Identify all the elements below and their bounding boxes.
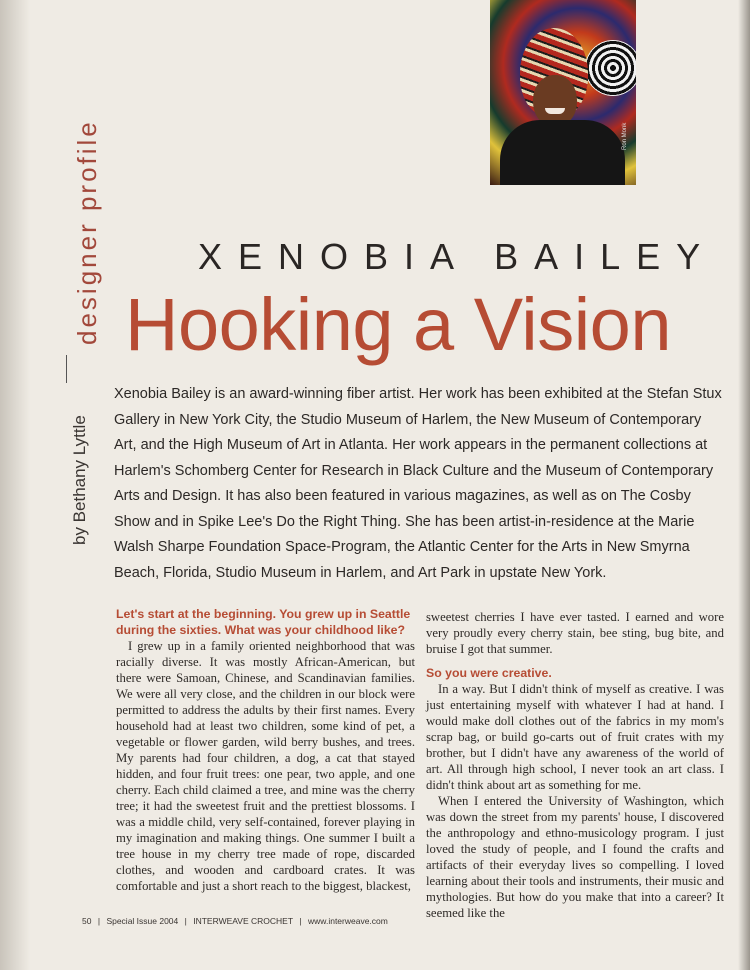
- footer-separator: |: [299, 916, 302, 926]
- byline: by Bethany Lyttle: [70, 415, 89, 545]
- intro-paragraph: Xenobia Bailey is an award-winning fiber artist. Her work has been exhibited at the Stefan Stux Gallery in New York City, the Studio Museum of Harlem, the New Museum of Contemporary Art, and the High Museum of Art in Atlanta. Her work appears in the permanent collections at Harlem's Schomberg Center for Research in Black Culture and the Museum of Contemporary Arts and Design. It has also been featured in various magazines, as well as on The Cosby Show and in Spike Lee's Do the Right Thing. She has been artist-in-residence at the Marie Walsh Sharpe Foundation Space-Program, the Atlantic Center for the Arts in New Smyrna Beach, Florida, Studio Museum in Harlem, and Art Park in upstate New York.: [114, 386, 722, 581]
- page-footer: [82, 916, 392, 926]
- article-title: Hooking a Vision: [125, 283, 671, 366]
- page-number: 50: [82, 916, 92, 926]
- website-url: www.interweave.com: [308, 916, 388, 926]
- article-column-right: [426, 609, 724, 921]
- answer-1-continued: sweetest cherries I have ever tasted. I earned and wore very proudly every cherry stain, bee sting, bug bite, and bruise I got that summer.: [426, 610, 724, 656]
- photo-smile: [545, 108, 565, 114]
- sidebar-divider: [66, 355, 67, 383]
- article-column-left: [116, 606, 415, 894]
- answer-1: I grew up in a family oriented neighborhood that was racially diverse. It was mostly African-American, but there were Samoan, Chinese, and Scandinavian families. We were all very close, and the children in our block were permitted to address the adults by their first names. Every household had at least two children, some kind of pet, a vegetable or flower garden, wild berry bushes, and trees. My parents had four children, a dog, a cat that stayed hidden, and four fruit trees: one pear, two apple, and one cherry. Each child claimed a tree, and mine was the cherry tree; it had the sweetest fruit and the prettiest blossoms. I was a middle child, very self-contained, forever playing in my imagination and making things. One summer I built a tree house in my cherry tree made of rope, discarded clothes, and wooden and cardboard crates. It was comfortable and just a short reach to the biggest, blackest,: [116, 639, 415, 893]
- question-1: Let's start at the beginning. You grew up in Seattle during the sixties. What was your childhood like?: [116, 607, 411, 637]
- footer-separator: |: [184, 916, 187, 926]
- section-label: designer profile: [72, 119, 102, 345]
- question-2: So you were creative.: [426, 666, 552, 680]
- answer-3: When I entered the University of Washington, which was down the street from my parents' house, I discovered the anthropology and ethno-musicology program. I just loved the study of people, and I found the crafts and artifacts of their everyday lives so compelling. I loved learning about their tools and instruments, their music and mythologies. But how do you make that into a career? It seemed like the: [426, 794, 724, 920]
- footer-separator: |: [97, 916, 101, 926]
- magazine-name: INTERWEAVE CROCHET: [193, 916, 294, 926]
- page-edge: [738, 0, 750, 970]
- photo-target-pattern: [585, 40, 636, 96]
- answer-2: In a way. But I didn't think of myself as creative. I was just entertaining myself with whatever I had at hand. I would make doll clothes out of the fabrics in my mom's scrap bag, or build go-carts out of fruit crates with my brother, but I didn't have any awareness of the world of art. All through high school, I never took an art class. I didn't think about art as something for me.: [426, 682, 724, 792]
- page-gutter-shadow: [0, 0, 30, 970]
- photo-body: [500, 120, 625, 185]
- photo-credit: Ron Monk: [622, 122, 628, 150]
- issue-label: Special Issue 2004: [106, 916, 179, 926]
- portrait-photo: [490, 0, 636, 185]
- subject-name: XENOBIA BAILEY: [198, 236, 717, 277]
